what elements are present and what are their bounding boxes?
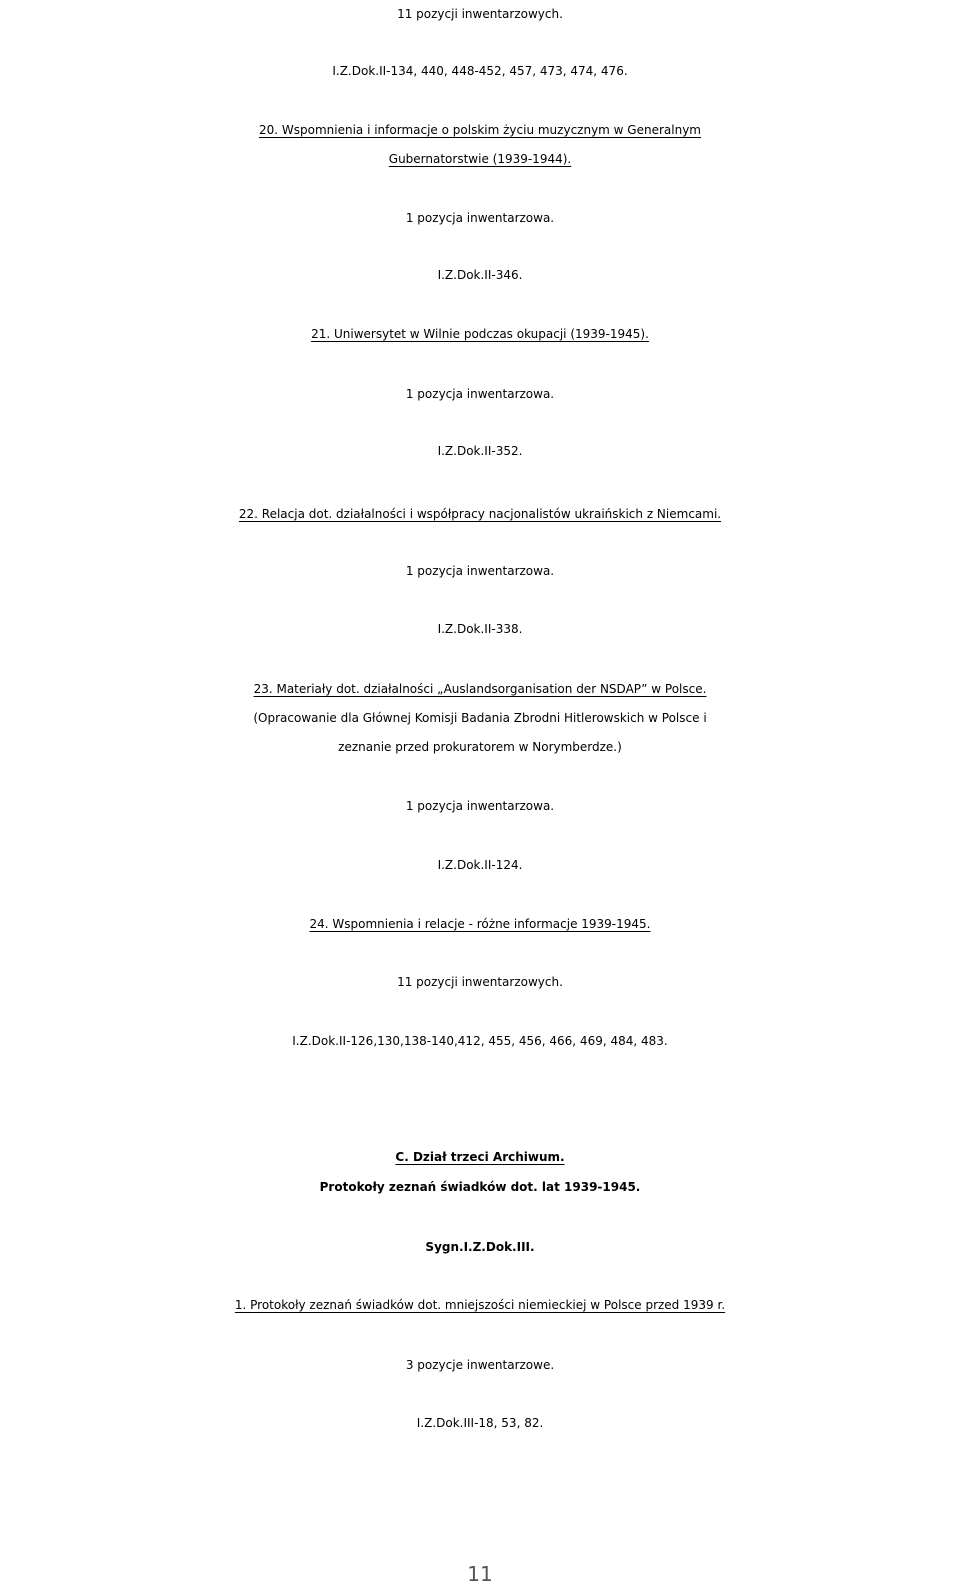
entry-19-signature: I.Z.Dok.II-134, 440, 448-452, 457, 473, 474, 476. xyxy=(332,64,628,78)
entry-24-count: 11 pozycji inwentarzowych. xyxy=(397,975,563,989)
c1-signature: I.Z.Dok.III-18, 53, 82. xyxy=(416,1416,544,1430)
entry-22-title: 22. Relacja dot. działalności i współpracy nacjonalistów ukraińskich z Niemcami. xyxy=(238,507,722,521)
entry-23-count: 1 pozycja inwentarzowa. xyxy=(405,799,555,813)
entry-21-title: 21. Uniwersytet w Wilnie podczas okupacji (1939-1945). xyxy=(311,327,649,341)
entry-23-note-line1: (Opracowanie dla Głównej Komisji Badania Zbrodni Hitlerowskich w Polsce i xyxy=(253,711,707,725)
section-c-sygn: Sygn.I.Z.Dok.III. xyxy=(425,1240,535,1254)
entry-21-signature: I.Z.Dok.II-352. xyxy=(437,444,523,458)
entry-22-count: 1 pozycja inwentarzowa. xyxy=(405,564,555,578)
entry-24-signature: I.Z.Dok.II-126,130,138-140,412, 455, 456, 466, 469, 484, 483. xyxy=(292,1034,668,1048)
entry-23-note-line2: zeznanie przed prokuratorem w Norymberdze.) xyxy=(338,740,622,754)
entry-24-title: 24. Wspomnienia i relacje - różne informacje 1939-1945. xyxy=(309,917,651,931)
entry-23-title: 23. Materiały dot. działalności „Auslandsorganisation der NSDAP” w Polsce. xyxy=(253,682,707,696)
entry-20-title-line1: 20. Wspomnienia i informacje o polskim życiu muzycznym w Generalnym xyxy=(258,123,701,137)
section-c-heading: C. Dział trzeci Archiwum. xyxy=(395,1150,565,1164)
entry-21-count: 1 pozycja inwentarzowa. xyxy=(405,387,555,401)
entry-22-signature: I.Z.Dok.II-338. xyxy=(437,622,523,636)
entry-20-title-line2 xyxy=(0,145,960,173)
c1-title: 1. Protokoły zeznań świadków dot. mniejszości niemieckiej w Polsce przed 1939 r. xyxy=(234,1298,726,1312)
entry-20-signature: I.Z.Dok.II-346. xyxy=(437,268,523,282)
entry-23-signature: I.Z.Dok.II-124. xyxy=(437,858,523,872)
section-c-subheading: Protokoły zeznań świadków dot. lat 1939-1945. xyxy=(319,1180,641,1194)
entry-20-title-line2-text: Gubernatorstwie (1939-1944). xyxy=(388,152,572,166)
entry-20-count: 1 pozycja inwentarzowa. xyxy=(405,211,555,225)
c1-count: 3 pozycje inwentarzowe. xyxy=(405,1358,555,1372)
page-number: 11 xyxy=(467,1562,493,1586)
entry-19-count: 11 pozycji inwentarzowych. xyxy=(397,7,563,21)
